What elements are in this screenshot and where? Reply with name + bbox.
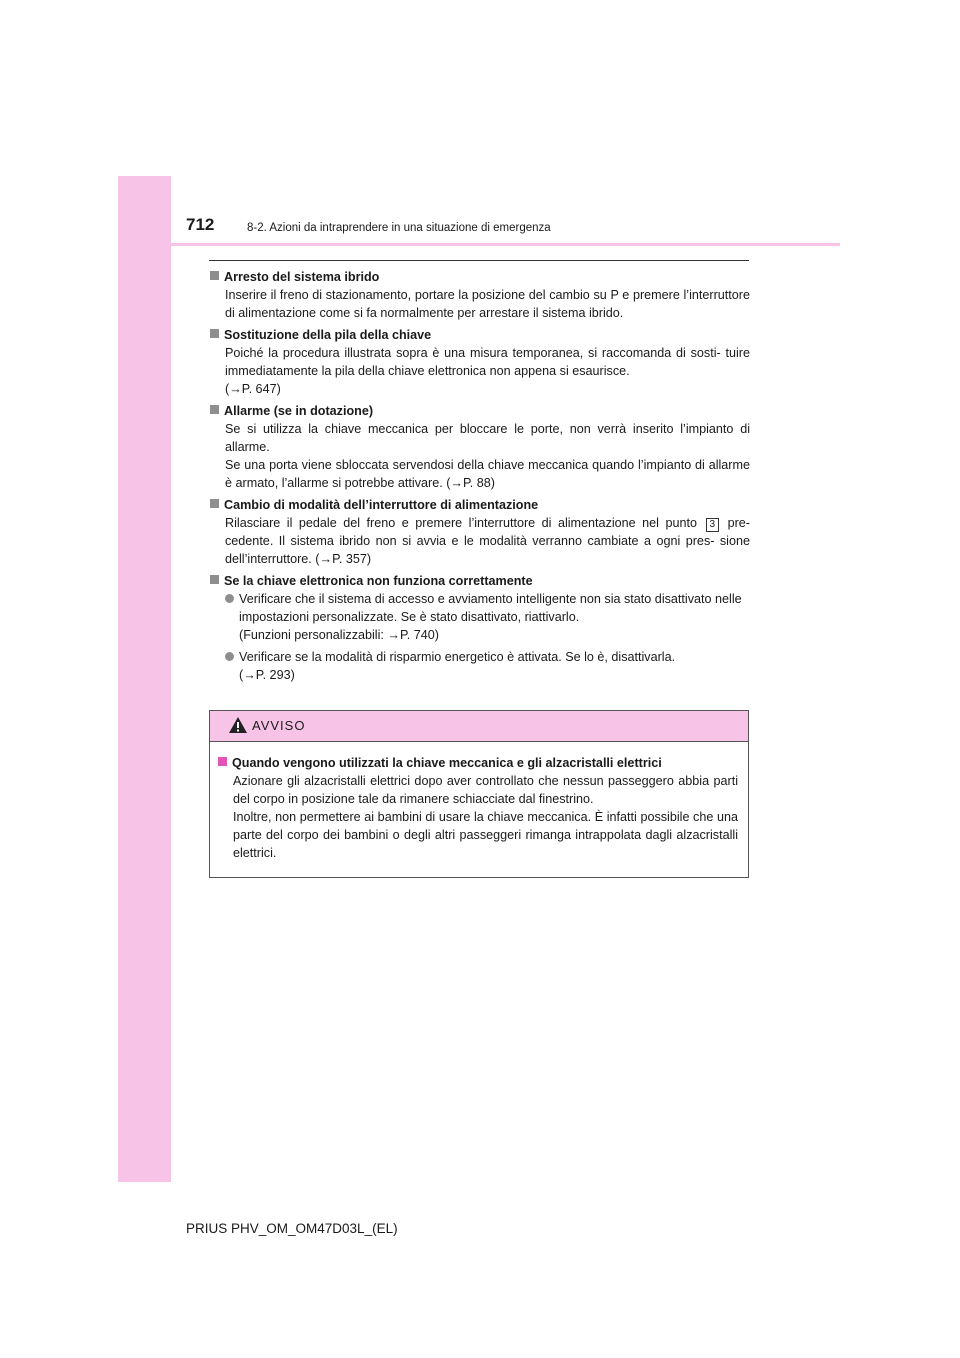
- warning-title: Quando vengono utilizzati la chiave meccanica e gli alzacristalli elettrici: [232, 756, 662, 770]
- item-text: Se una porta viene sbloccata servendosi della chiave meccanica quando l’impianto di allarme è armato, l’allarme si potrebbe attivare. (→P. 88): [225, 458, 750, 490]
- round-bullet-icon: [225, 594, 234, 603]
- square-bullet-icon: [210, 329, 219, 338]
- warning-triangle-icon: [228, 716, 248, 734]
- step-number-badge: 3: [706, 518, 720, 532]
- item-title: Arresto del sistema ibrido: [224, 270, 380, 284]
- item-alarm: [210, 402, 750, 492]
- warning-body: [210, 742, 748, 862]
- item-text: Poiché la procedura illustrata sopra è una misura temporanea, si raccomanda di sosti- tuire immediatamente la pila della chiave elettronica non appena si esaurisce.: [225, 346, 750, 378]
- bullet-ref: (→P. 293): [239, 668, 295, 682]
- item-power-switch-mode: [210, 496, 750, 568]
- list-item: [225, 648, 750, 684]
- side-tab-band: [118, 176, 171, 1182]
- item-text-b: pre- cedente. Il sistema ibrido non si avvia e le modalità verranno cambiate a ogni pres- sione dell’interruttore. (→P. 357): [225, 516, 751, 566]
- square-bullet-icon: [210, 575, 219, 584]
- footer-doc-code: PRIUS PHV_OM_OM47D03L_(EL): [186, 1221, 398, 1236]
- item-title: Cambio di modalità dell’interruttore di alimentazione: [224, 498, 539, 512]
- item-text: [225, 514, 750, 568]
- item-text: Se si utilizza la chiave meccanica per bloccare le porte, non verrà inserito l’impianto di allarme.: [225, 422, 750, 454]
- item-title: Allarme (se in dotazione): [224, 404, 374, 418]
- warning-header: [210, 711, 748, 742]
- warning-text: Inoltre, non permettere ai bambini di usare la chiave meccanica. È infatti possibile che una parte del corpo dei bambini o degli altri passeggeri rimanga intrappolata dagli alzacristalli elettrici.: [233, 810, 738, 860]
- list-item: [225, 590, 750, 644]
- warning-label: AVVISO: [252, 718, 306, 733]
- bullet-text: Verificare che il sistema di accesso e avviamento intelligente non sia stato disattivato nelle impostazioni personalizzate. Se è stato disattivato, riattivarlo.: [239, 592, 742, 624]
- item-title: Sostituzione della pila della chiave: [224, 328, 432, 342]
- header-rule: [118, 243, 840, 246]
- item-key-malfunction: [210, 572, 750, 684]
- item-ref: (→P. 647): [225, 382, 281, 396]
- item-text: Inserire il freno di stazionamento, portare la posizione del cambio su P e premere l’interruttore di alimentazione come si fa normalmente per arrestare il sistema ibrido.: [225, 288, 750, 320]
- bullet-ref: (Funzioni personalizzabili: →P. 740): [239, 628, 439, 642]
- warning-box: [209, 710, 749, 878]
- round-bullet-icon: [225, 652, 234, 661]
- bullet-text: Verificare se la modalità di risparmio energetico è attivata. Se lo è, disattivarla.: [239, 650, 676, 664]
- warning-text: Azionare gli alzacristalli elettrici dopo aver controllato che nessun passeggero abbia parti del corpo in posizione tale da rimanere schiacciate dal finestrino.: [233, 774, 738, 806]
- content: [210, 268, 750, 688]
- content-top-rule: [209, 260, 749, 261]
- item-title: Se la chiave elettronica non funziona correttamente: [224, 574, 533, 588]
- item-battery-replacement: [210, 326, 750, 398]
- square-bullet-icon: [218, 757, 227, 766]
- item-hybrid-stop: [210, 268, 750, 322]
- page-number: 712: [186, 215, 215, 234]
- square-bullet-icon: [210, 499, 219, 508]
- section-title: 8-2. Azioni da intraprendere in una situazione di emergenza: [247, 222, 551, 234]
- item-text-a: Rilasciare il pedale del freno e premere l’interruttore di alimentazione nel punto: [225, 516, 698, 530]
- square-bullet-icon: [210, 405, 219, 414]
- square-bullet-icon: [210, 271, 219, 280]
